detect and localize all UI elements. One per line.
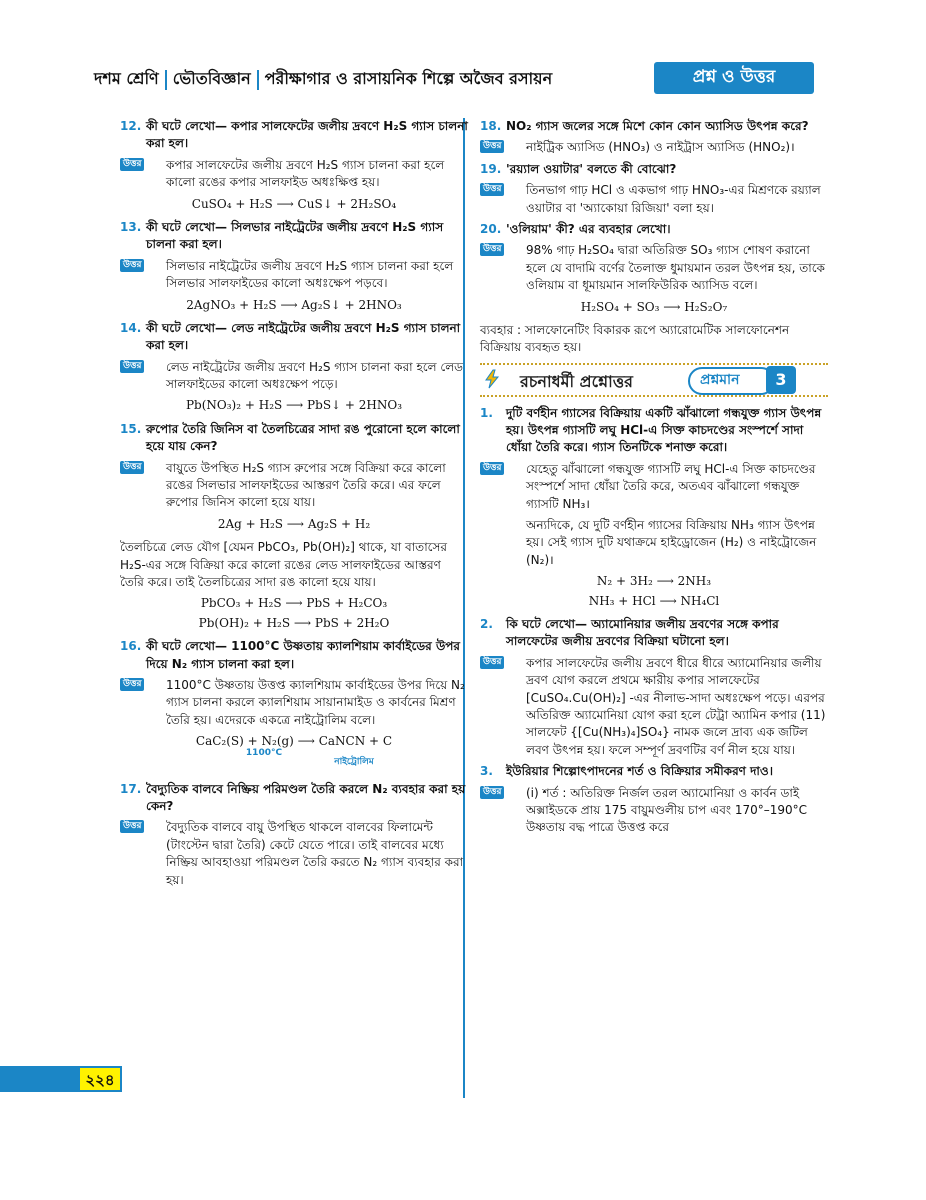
answer-tag: উত্তর [120, 360, 144, 373]
equation: CuSO₄ + H₂S ⟶ CuS↓ + 2H₂SO₄ [191, 196, 397, 211]
answer-tag: উত্তর [480, 243, 504, 256]
answer-2 [480, 655, 828, 759]
equation: H₂SO₄ + SO₃ ⟶ H₂S₂O₇ [580, 299, 728, 314]
equation: Pb(NO₃)₂ + H₂S ⟶ PbS↓ + 2HNO₃ [185, 398, 403, 413]
question-text: রুপোর তৈরি জিনিস বা তৈলচিত্রের সাদা রঙ পুরোনো হলে কালো হয়ে যায় কেন? [146, 421, 460, 454]
marks-pill: প্রশ্নমান [688, 367, 775, 395]
answer-tag: উত্তর [120, 158, 144, 171]
answer-16 [120, 677, 468, 729]
answer-text: সিলভার নাইট্রেটের জলীয় দ্রবণে H₂S গ্যাস চালনা করা হলে সিলভার সালফাইডের কালো অধঃক্ষেপ পড়বে। [166, 258, 454, 291]
question-text: 'রয়্যাল ওয়াটার' বলতে কী বোঝো? [506, 161, 677, 176]
question-number: 15. [120, 421, 142, 436]
question-text: কি ঘটে লেখো— অ্যামোনিয়ার জলীয় দ্রবণের সঙ্গে কপার সালফেটের জলীয় দ্রবণের বিক্রিয়া ঘটানো হল। [506, 616, 779, 649]
equation: 2AgNO₃ + H₂S ⟶ Ag₂S↓ + 2HNO₃ [186, 297, 402, 312]
section-title: রচনাধর্মী প্রশ্নোত্তর [520, 371, 633, 391]
equation: N₂ + 3H₂ ⟶ 2NH₃ [596, 574, 712, 589]
answer-tag: উত্তর [480, 656, 504, 669]
answer-text: 1100°C উষ্ণতায় উত্তপ্ত ক্যালশিয়াম কার্বাইডের উপর দিয়ে N₂ গ্যাস চালনা করলে ক্যালশিয়াম সায়ানামাইড ও কার্বনের মিশ্রণ তৈরি হয়। এদেরকে একত্রে নাইট্রোলিম বলে। [166, 677, 465, 727]
answer-text: নাইট্রিক অ্যাসিড (HNO₃) ও নাইট্রাস অ্যাসিড (HNO₂)। [526, 140, 795, 155]
question-15 [120, 421, 468, 456]
answer-text: যেহেতু ঝাঁঝালো গন্ধযুক্ত গ্যাসটি লঘু HCl-এ সিক্ত কাচদণ্ডের সংস্পর্শে সাদা ধোঁয়া তৈরি করে, অতএব ঝাঁঝালো গন্ধযুক্ত গ্যাসটি NH₃। [526, 461, 816, 511]
question-text: NO₂ গ্যাস জলের সঙ্গে মিশে কোন কোন অ্যাসিড উৎপন্ন করে? [506, 119, 809, 133]
question-text: কী ঘটে লেখো— লেড নাইট্রেটের জলীয় দ্রবণে H₂S গ্যাস চালনা করা হল। [146, 320, 461, 353]
answer-14 [120, 359, 468, 394]
header-breadcrumb [94, 66, 552, 93]
header-chapter: পরীক্ষাগার ও রাসায়নিক শিল্পে অজৈব রসায়ন [264, 69, 553, 88]
answer-tag: উত্তর [120, 820, 144, 833]
answer-tag: উত্তর [480, 140, 504, 153]
question-text: বৈদ্যুতিক বালবে নিষ্ক্রিয় পরিমণ্ডল তৈরি করলে N₂ ব্যবহার করা হয় কেন? [146, 781, 466, 813]
question-text: কী ঘটে লেখো— সিলভার নাইট্রেটের জলীয় দ্রবণে H₂S গ্যাস চালনা করা হল। [146, 219, 444, 252]
answer-tag: উত্তর [120, 461, 144, 474]
answer-19 [480, 182, 828, 217]
question-text: 'ওলিয়াম' কী? এর ব্যবহার লেখো। [506, 221, 671, 236]
equation: Pb(OH)₂ + H₂S ⟶ PbS + 2H₂O [198, 615, 390, 630]
question-12 [120, 118, 468, 153]
question-text: দুটি বর্ণহীন গ্যাসের বিক্রিয়ায় একটি ঝাঁঝালো গন্ধযুক্ত গ্যাস উৎপন্ন হয়। উৎপন্ন গ্যাসটি লঘু HCl-এ সিক্ত কাচদণ্ডের সংস্পর্শে সাদা ধোঁয়া তৈরি করে। গ্যাস তিনটিকে শনাক্ত করো। [506, 405, 822, 455]
usage-text: ব্যবহার : সালফোনেটিং বিকারক রূপে অ্যারোমেটিক সালফোনেশন বিক্রিয়ায় ব্যবহৃত হয়। [480, 322, 790, 355]
answer-3 [480, 785, 828, 837]
marks-number: 3 [766, 366, 796, 394]
header-separator [165, 70, 167, 90]
right-column [480, 118, 828, 841]
answer-text: তৈলচিত্রে লেড যৌগ [যেমন PbCO₃, Pb(OH)₂] থাকে, যা বাতাসের H₂S-এর সঙ্গে বিক্রিয়া করে কালো রঙের লেড সালফাইডের আস্তরণ তৈরি করে। তাই তৈলচিত্রের সাদা রঙ কালো হয়ে যায়। [120, 540, 448, 589]
equation-condition: 1100°C [245, 747, 283, 758]
answer-17 [120, 819, 468, 889]
equation: CaC₂(S) + N₂(g) ⟶ CaNCN + C [195, 734, 393, 749]
question-3 [480, 763, 828, 780]
question-text: ইউরিয়ার শিল্পোৎপাদনের শর্ত ও বিক্রিয়ার সমীকরণ দাও। [506, 764, 774, 779]
header-subject: ভৌতবিজ্ঞান [172, 69, 251, 88]
answer-1 [480, 461, 828, 513]
answer-tag: উত্তর [120, 259, 144, 272]
question-number: 2. [480, 616, 493, 631]
page-number: ২২৪ [78, 1066, 122, 1092]
answer-tag: উত্তর [480, 462, 504, 475]
question-17 [120, 781, 468, 816]
question-text: কী ঘটে লেখো— কপার সালফেটের জলীয় দ্রবণে H₂S গ্যাস চালনা করা হল। [146, 119, 468, 151]
page-header [94, 62, 814, 94]
answer-tag: উত্তর [120, 678, 144, 691]
question-19 [480, 161, 828, 178]
question-number: 1. [480, 405, 493, 420]
question-14 [120, 320, 468, 355]
answer-text: 98% গাঢ় H₂SO₄ দ্বারা অতিরিক্ত SO₃ গ্যাস শোষণ করানো হলে যে বাদামি বর্ণের তৈলাক্ত ধুমায়মান তরল উৎপন্ন হয়, তাকে ওলিয়াম বা ধূমায়মান সালফিউরিক অ্যাসিড বলে। [526, 243, 825, 293]
lightning-icon [482, 369, 502, 389]
answer-text: লেড নাইট্রেটের জলীয় দ্রবণে H₂S গ্যাস চালনা করা হলে লেড সালফাইডের কালো অধঃক্ষেপ পড়ে। [166, 359, 463, 392]
answer-text: কপার সালফেটের জলীয় দ্রবণে H₂S গ্যাস চালনা করা হলে কালো রঙের কপার সালফাইড অধঃক্ষিপ্ত হয়। [166, 157, 445, 190]
question-number: 17. [120, 781, 142, 796]
question-text: কী ঘটে লেখো— 1100°C উষ্ণতায় ক্যালশিয়াম কার্বাইডের উপর দিয়ে N₂ গ্যাস চালনা করা হল। [146, 639, 461, 671]
question-number: 16. [120, 639, 142, 654]
answer-tag: উত্তর [480, 183, 504, 196]
left-column [120, 118, 468, 893]
answer-tag: উত্তর [480, 786, 504, 799]
equation: PbCO₃ + H₂S ⟶ PbS + H₂CO₃ [200, 596, 388, 611]
question-number: 19. [480, 161, 502, 176]
answer-15 [120, 460, 468, 512]
question-20 [480, 221, 828, 238]
answer-text: অন্যদিকে, যে দুটি বর্ণহীন গ্যাসের বিক্রিয়ায় NH₃ গ্যাস উৎপন্ন হয়। সেই গ্যাস দুটি যথাক্রমে হাইড্রোজেন (H₂) ও নাইট্রোজেন (N₂)। [526, 518, 817, 567]
answer-12 [120, 157, 468, 192]
question-number: 20. [480, 221, 502, 236]
header-separator [257, 70, 259, 90]
header-class: দশম শ্রেণি [94, 69, 159, 88]
answer-text: বৈদ্যুতিক বালবে বায়ু উপস্থিত থাকলে বালবের ফিলামেন্ট (টাংস্টেন দ্বারা তৈরি) কেটে যেতে পারে। তাই বালবের মধ্যে নিষ্ক্রিয় আবহাওয়া পরিমণ্ডল তৈরি করতে N₂ গ্যাস ব্যবহার করা হয়। [166, 820, 464, 887]
question-2 [480, 616, 828, 651]
answer-text: তিনভাগ গাঢ় HCl ও একভাগ গাঢ় HNO₃-এর মিশ্রণকে রয়্যাল ওয়াটার বা 'অ্যাকোয়া রিজিয়া' বলা হয়। [526, 183, 821, 215]
answer-18 [480, 139, 828, 156]
section-banner [480, 363, 828, 397]
equation: NH₃ + HCl ⟶ NH₄Cl [588, 593, 720, 608]
answer-text: (i) শর্ত : অতিরিক্ত নির্জল তরল অ্যামোনিয়া ও কার্বন ডাই অক্সাইডকে প্রায় 175 বায়ুমণ্ডলীয় চাপ এবং 170°–190°C উষ্ণতায় বদ্ধ পাত্রে উত্তপ্ত করে [526, 785, 808, 835]
answer-text: বায়ুতে উপস্থিত H₂S গ্যাস রুপোর সঙ্গে বিক্রিয়া করে কালো রঙের সিলভার সালফাইডের আস্তরণ তৈরি করে। এর ফলে রুপোর জিনিস কালো হয়ে যায়। [166, 460, 446, 510]
question-16 [120, 638, 468, 673]
question-1 [480, 405, 828, 457]
question-number: 13. [120, 219, 142, 234]
question-number: 18. [480, 119, 502, 133]
equation: 2Ag + H₂S ⟶ Ag₂S + H₂ [217, 516, 371, 531]
question-number: 12. [120, 119, 142, 133]
equation-label: নাইট্রোলিম [334, 756, 374, 767]
header-badge: প্রশ্ন ও উত্তর [654, 62, 814, 94]
question-13 [120, 219, 468, 254]
answer-13 [120, 258, 468, 293]
answer-20 [480, 242, 828, 294]
question-number: 3. [480, 764, 493, 779]
question-number: 14. [120, 320, 142, 335]
answer-text: কপার সালফেটের জলীয় দ্রবণে ধীরে ধীরে অ্যামোনিয়ার জলীয় দ্রবণ যোগ করলে প্রথমে ক্ষারীয় কপার সালফেটের [CuSO₄.Cu(OH)₂] -এর নীলাভ-সাদা অধঃক্ষেপ পড়ে। এরপর অতিরিক্ত অ্যামোনিয়া যোগ করা হলে টেট্রা অ্যামিন কপার (11) সালফেট {[Cu(NH₃)₄]SO₄} নামক জলে দ্রাব্য এক জটিল লবণ উৎপন্ন হয়। ফলে সম্পূর্ণ দ্রবণটির বর্ণ নীল হয়ে যায়। [526, 655, 826, 757]
question-18 [480, 118, 828, 135]
